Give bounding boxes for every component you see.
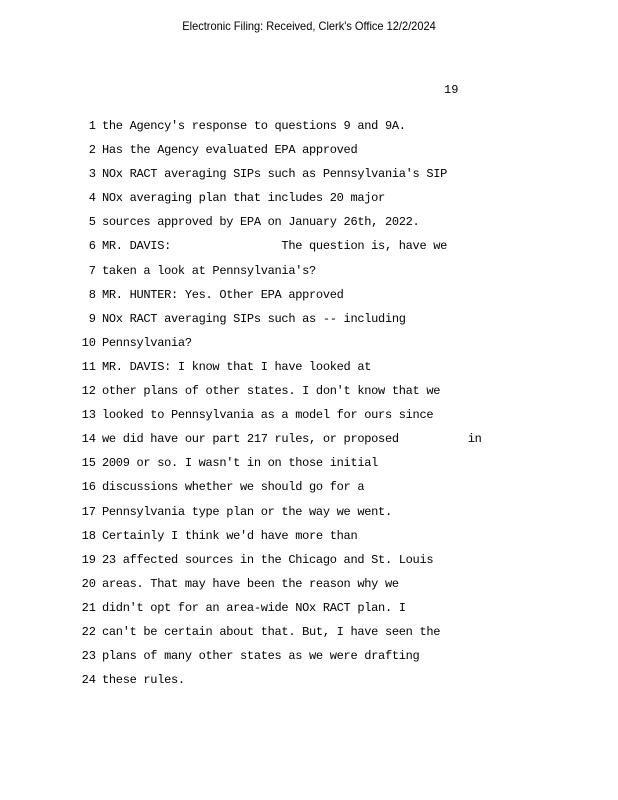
line-text: looked to Pennsylvania as a model for ours since: [102, 408, 434, 423]
line-text: we did have our part 217 rules, or proposed in: [102, 432, 482, 447]
line-number: 11: [81, 359, 96, 374]
line-number: 6: [88, 239, 96, 254]
transcript-line: [0, 528, 618, 552]
line-number: 10: [81, 335, 96, 350]
line-number: 20: [81, 576, 96, 591]
transcript-line: [0, 407, 618, 431]
line-text: sources approved by EPA on January 26th, 2022.: [102, 215, 420, 230]
line-number: 1: [88, 119, 96, 133]
transcript-line: [0, 600, 618, 624]
line-number: 22: [81, 624, 96, 639]
transcript-line: [0, 166, 618, 190]
transcript-line: [0, 311, 618, 335]
line-text: MR. HUNTER: Yes. Other EPA approved: [102, 287, 344, 302]
line-text: can't be certain about that. But, I have seen the: [102, 624, 441, 639]
line-text: didn't opt for an area-wide NOx RACT plan. I: [102, 600, 406, 615]
line-number: 2: [88, 143, 96, 158]
line-number: 3: [88, 167, 96, 182]
transcript-line: [0, 455, 618, 479]
transcript-line: [0, 648, 618, 672]
transcript-line: [0, 214, 618, 238]
line-number: 16: [81, 480, 96, 495]
line-number: 15: [81, 456, 96, 471]
transcript-line: [0, 263, 618, 287]
line-number: 12: [81, 384, 96, 399]
transcript-line: [0, 190, 618, 214]
transcript-line: [0, 335, 618, 359]
line-text: Pennsylvania type plan or the way we went.: [102, 504, 392, 519]
line-text: Has the Agency evaluated EPA approved: [102, 143, 358, 158]
line-text: NOx averaging plan that includes 20 major: [102, 191, 385, 206]
line-number: 18: [81, 528, 96, 543]
line-number: 19: [81, 552, 96, 567]
transcript-line: [0, 287, 618, 311]
line-number: 9: [88, 311, 96, 326]
transcript-line: [0, 624, 618, 648]
line-text: taken a look at Pennsylvania's?: [102, 263, 316, 278]
line-text: 23 affected sources in the Chicago and St. Louis: [102, 552, 434, 567]
transcript-line: [0, 383, 618, 407]
line-number: 14: [81, 432, 96, 447]
transcript-line: [0, 672, 618, 696]
line-text: NOx RACT averaging SIPs such as Pennsylvania's SIP: [102, 167, 448, 182]
line-text: Certainly I think we'd have more than: [102, 528, 358, 543]
line-number: 8: [88, 287, 96, 302]
line-number: 24: [81, 673, 96, 688]
transcript-line: [0, 118, 618, 142]
line-number: 23: [81, 649, 96, 664]
electronic-filing-header: Electronic Filing: Received, Clerk's Office 12/2/2024: [182, 19, 436, 33]
transcript-line: [0, 552, 618, 576]
transcript-line: [0, 238, 618, 262]
transcript-line: [0, 576, 618, 600]
line-number: 21: [81, 600, 96, 615]
line-text: MR. DAVIS: The question is, have we: [102, 239, 448, 254]
line-text: MR. DAVIS: I know that I have looked at: [102, 359, 372, 374]
line-text: areas. That may have been the reason why we: [102, 576, 399, 591]
line-number: 13: [81, 408, 96, 423]
line-number: 4: [88, 191, 96, 206]
line-text: Pennsylvania?: [102, 335, 192, 350]
line-text: other plans of other states. I don't know that we: [102, 384, 441, 399]
line-number: 17: [81, 504, 96, 519]
line-text: discussions whether we should go for a: [102, 480, 365, 495]
line-text: the Agency's response to questions 9 and 9A.: [102, 119, 406, 133]
line-text: plans of many other states as we were drafting: [102, 649, 420, 664]
transcript-line: [0, 479, 618, 503]
transcript-line: [0, 359, 618, 383]
transcript-line: [0, 142, 618, 166]
transcript-line: [0, 431, 618, 455]
transcript-line: [0, 504, 618, 528]
transcript-body: [0, 118, 618, 696]
line-text: NOx RACT averaging SIPs such as -- including: [102, 311, 406, 326]
line-text: 2009 or so. I wasn't in on those initial: [102, 456, 379, 471]
line-number: 7: [88, 263, 96, 278]
line-number: 5: [88, 215, 96, 230]
line-text: these rules.: [102, 673, 185, 688]
page-number: 19: [444, 83, 459, 97]
